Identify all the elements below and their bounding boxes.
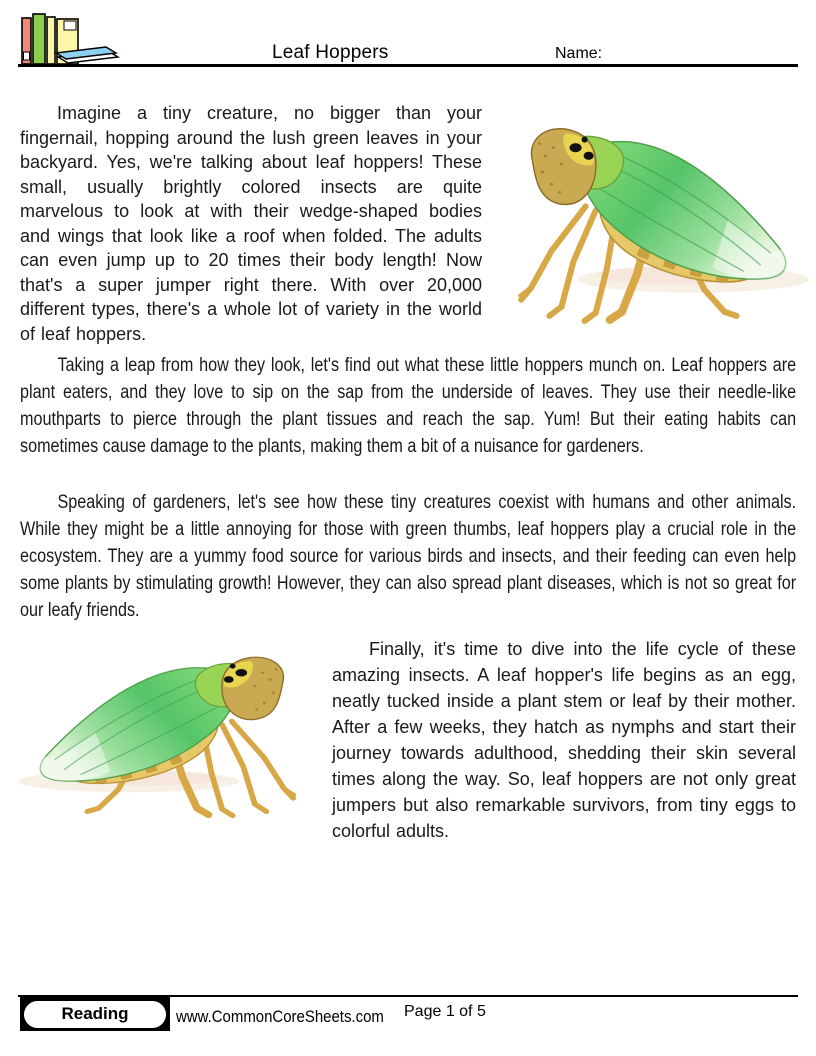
paragraph-life-cycle: Finally, it's time to dive into the life cycle of these amazing insects. A leaf hopper's life begins as an egg, neatly tucked inside a plant stem or leaf by their mother. After a few weeks, they hatch as nymphs and start their journey towards adulthood, shedding their skin several times along the way. So, leaf hoppers are not only great jumpers but also remarkable survivors, from tiny eggs to colorful adults. <box>332 639 796 841</box>
leafhopper-photo-top-right <box>487 97 809 325</box>
subject-badge: Reading <box>24 1001 166 1028</box>
paragraph-ecosystem: Speaking of gardeners, let's see how these tiny creatures coexist with humans and other animals. While they might be a little annoying for those with green thumbs, leaf hoppers play a crucial role in the ecosystem. They are a yummy food source for various birds and insects, and their feeding can even help some plants by stimulating growth! However, they can also spread plant diseases, which is not so great for our leafy friends. <box>20 492 797 621</box>
name-label: Name: <box>555 45 603 62</box>
website-text: www.CommonCoreSheets.com <box>176 1007 384 1026</box>
subject-badge-frame <box>20 997 170 1031</box>
header-divider <box>18 64 798 67</box>
page-number: Page 1 of 5 <box>404 1003 486 1020</box>
leafhopper-photo-bottom-left <box>18 631 326 819</box>
stacked-books-logo-icon <box>20 11 120 65</box>
page-title: Leaf Hoppers <box>272 42 389 63</box>
paragraph-intro: Imagine a tiny creature, no bigger than your fingernail, hopping around the lush green leaves in your backyard. Yes, we're talking about leaf hoppers! These small, usually brightly colored insects are quite marvelous to look at with their wedge-shaped bodies and wings that look like a roof when folded. The adults can even jump up to 20 times their body length! Now that's a super jumper right there. With over 20,000 different types, there's a whole lot of variety in the world of leaf hoppers. <box>20 103 482 344</box>
paragraph-eating-habits: Taking a leap from how they look, let's find out what these little hoppers munch on. Leaf hoppers are plant eaters, and they love to sip on the sap from the underside of leaves. They use their needle-like mouthparts to pierce through the plant tissues and reach the sap. Yum! But their eating habits can sometimes cause damage to the plants, making them a bit of a nuisance for gardeners. <box>20 355 797 457</box>
